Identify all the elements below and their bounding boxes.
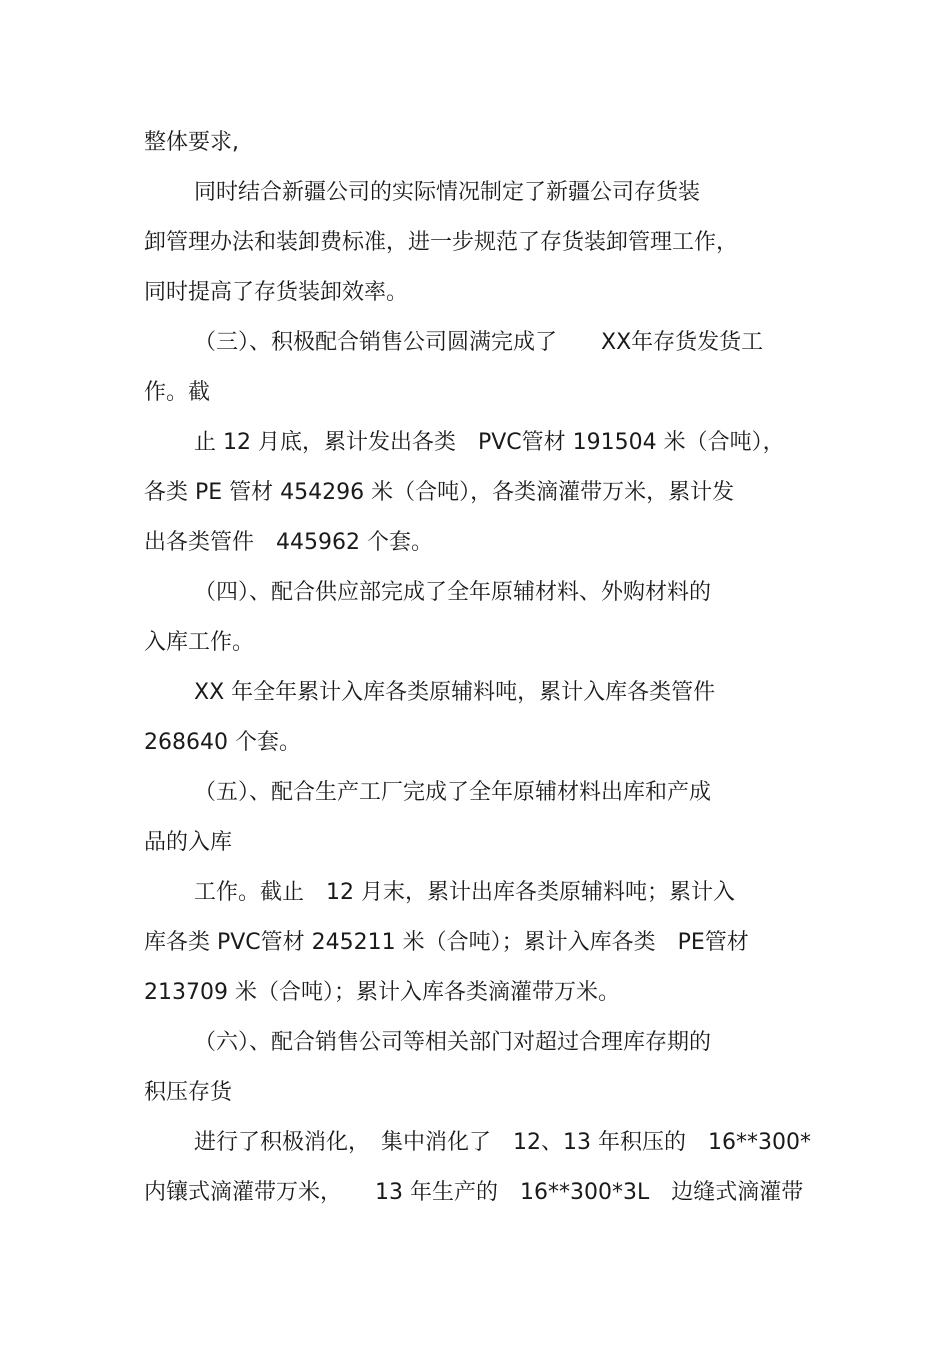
section-heading-4: （四）、配合供应部完成了全年原辅材料、外购材料的 <box>194 580 712 605</box>
text-line: 入库工作。 <box>144 630 255 655</box>
text-line: 库各类 PVC管材 245211 米（合吨）；累计入库各类 PE管材 <box>144 930 749 955</box>
section-heading-3: （三）、积极配合销售公司圆满完成了 XX年存货发货工 <box>194 330 764 355</box>
text-line: 268640 个套。 <box>144 730 301 755</box>
text-line: 出各类管件 445962 个套。 <box>144 530 433 555</box>
text-line: 同时结合新疆公司的实际情况制定了新疆公司存货装 <box>194 180 701 205</box>
text-line: 卸管理办法和装卸费标准，进一步规范了存货装卸管理工作， <box>144 230 739 255</box>
text-line: 各类 PE 管材 454296 米（合吨），各类滴灌带万米，累计发 <box>144 480 735 505</box>
text-line: 同时提高了存货装卸效率。 <box>144 280 409 305</box>
section-heading-6: （六）、配合销售公司等相关部门对超过合理库存期的 <box>194 1030 712 1055</box>
text-line: 工作。截止 12 月末，累计出库各类原辅料吨；累计入 <box>194 880 735 905</box>
text-line: XX 年全年累计入库各类原辅料吨，累计入库各类管件 <box>194 680 716 705</box>
text-line: 止 12 月底，累计发出各类 PVC管材 191504 米（合吨）， <box>194 430 785 455</box>
text-line: 进行了积极消化， 集中消化了 12、13 年积压的 16**300* <box>194 1130 811 1155</box>
text-line: 内镶式滴灌带万米， 13 年生产的 16**300*3L 边缝式滴灌带 <box>144 1180 804 1205</box>
text-line: 品的入库 <box>144 830 233 855</box>
text-line: 213709 米（合吨）；累计入库各类滴灌带万米。 <box>144 980 620 1005</box>
text-line: 积压存货 <box>144 1080 233 1105</box>
text-line: 作。截 <box>144 380 211 405</box>
section-heading-5: （五）、配合生产工厂完成了全年原辅材料出库和产成 <box>194 780 712 805</box>
text-line: 整体要求, <box>144 130 239 155</box>
